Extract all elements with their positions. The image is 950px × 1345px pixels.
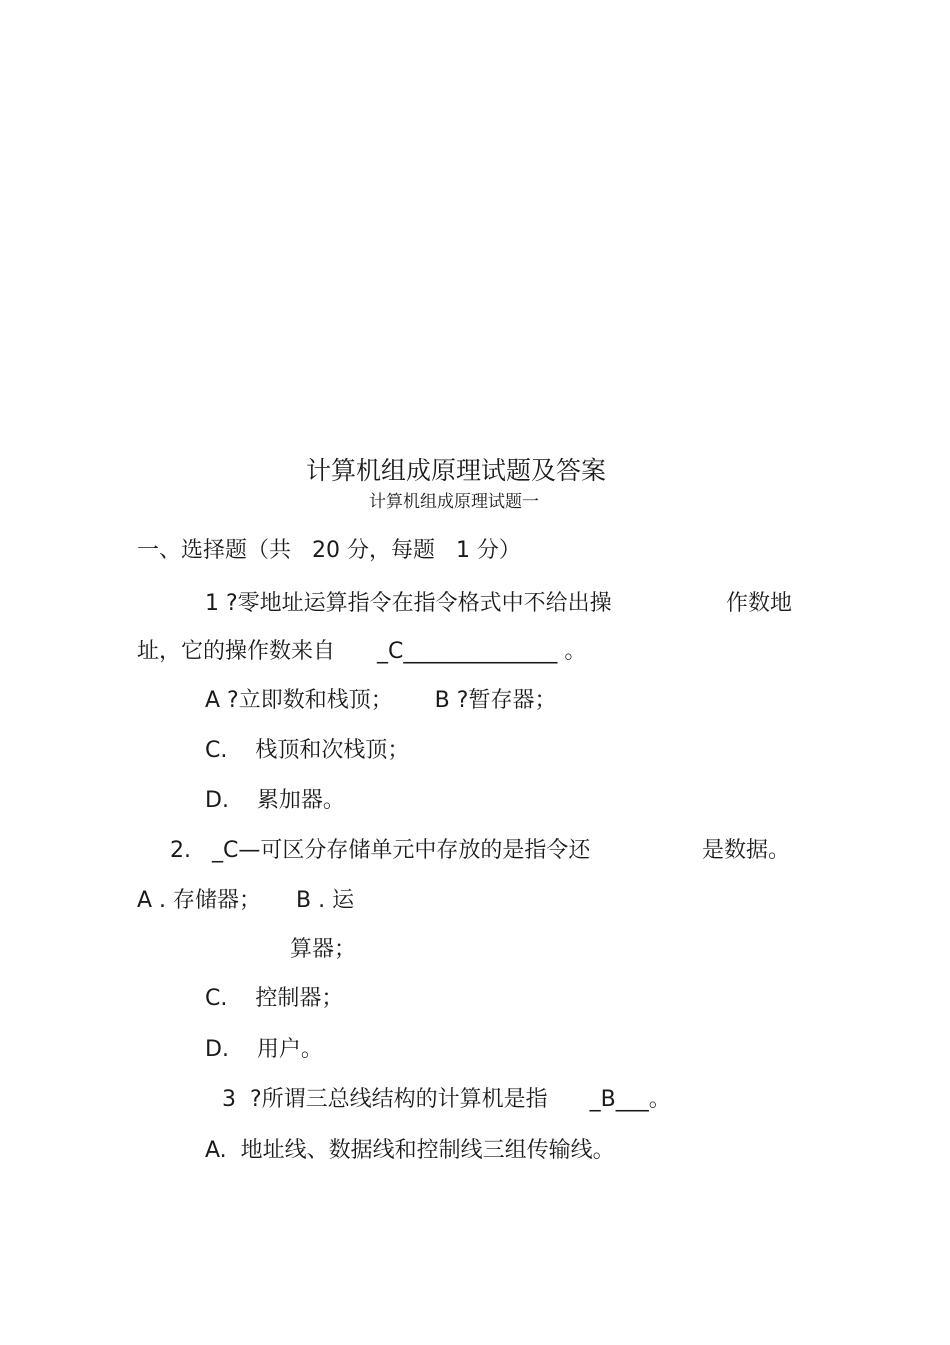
question-2-option-c: C. 控制器； — [205, 986, 344, 1011]
question-3-text: 3 ?所谓三总线结构的计算机是指 _B___。 — [222, 1087, 671, 1112]
question-2-option-d: D. 用户。 — [205, 1037, 323, 1062]
question-1-option-a-b: A ?立即数和栈顶； B ?暂存器； — [205, 688, 557, 713]
question-1-option-d: D. 累加器。 — [205, 788, 345, 813]
section-heading: 一、选择题（共 20 分，每题 1 分） — [137, 538, 521, 563]
question-2-option-b-cont: 算器； — [290, 937, 357, 962]
question-2-text-cont: 是数据。 — [702, 838, 791, 863]
question-1-text-cont: 作数地 — [726, 591, 793, 616]
question-2-option-a-b: A . 存储器； B . 运 — [137, 888, 355, 913]
document-title: 计算机组成原理试题及答案 — [306, 456, 607, 485]
question-1-option-c: C. 栈顶和次栈顶； — [205, 738, 410, 763]
question-1-text: 1 ?零地址运算指令在指令格式中不给出操 — [205, 591, 612, 616]
question-1-answer-line: 址，它的操作数来自 _C______________ 。 — [137, 639, 587, 664]
question-3-option-a: A. 地址线、数据线和控制线三组传输线。 — [205, 1138, 615, 1163]
question-2-text: 2. _C—可区分存储单元中存放的是指令还 — [170, 838, 591, 863]
document-subtitle: 计算机组成原理试题一 — [369, 492, 539, 512]
